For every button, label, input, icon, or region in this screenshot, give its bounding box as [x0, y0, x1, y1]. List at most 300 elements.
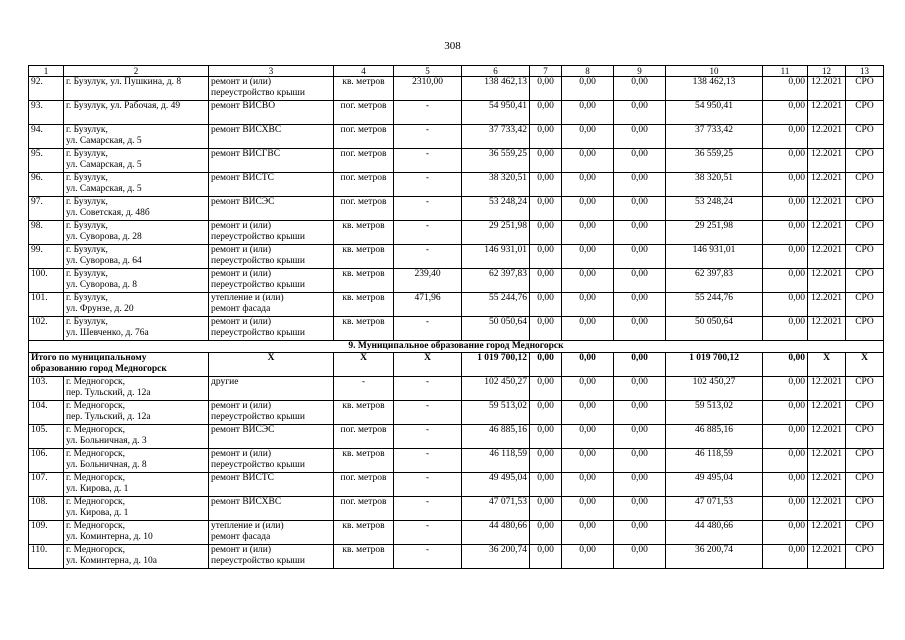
col-8: 0,00 — [562, 269, 614, 293]
address — [64, 245, 209, 269]
col-7: 0,00 — [530, 401, 562, 425]
work-type-line2: переустройство крыши — [211, 256, 305, 266]
col-10: 59 513,02 — [666, 401, 763, 425]
total-cost: 46 885,16 — [462, 425, 530, 449]
header-row — [29, 66, 884, 77]
col-7: 0,00 — [530, 545, 562, 569]
table-row — [29, 401, 884, 425]
col-10: 62 397,83 — [666, 269, 763, 293]
quantity: - — [394, 245, 462, 269]
quantity: - — [394, 317, 462, 341]
contractor-type: СРО — [846, 545, 884, 569]
total-col-5: Х — [394, 353, 462, 377]
quantity: 239,40 — [394, 269, 462, 293]
total-col-9: 0,00 — [614, 353, 666, 377]
contractor-type: СРО — [846, 197, 884, 221]
work-type-line1: ремонт ВИСТС — [211, 473, 275, 483]
col-10: 138 462,13 — [666, 77, 763, 101]
unit: кв. метров — [334, 221, 394, 245]
total-cost: 53 248,24 — [462, 197, 530, 221]
address — [64, 449, 209, 473]
work-type-line2: переустройство крыши — [211, 232, 305, 242]
total-cost: 38 320,51 — [462, 173, 530, 197]
unit: кв. метров — [334, 449, 394, 473]
col-8: 0,00 — [562, 317, 614, 341]
row-number: 98. — [29, 221, 64, 245]
work-type-line1: ремонт и (или) — [211, 221, 272, 231]
col-11: 0,00 — [763, 77, 808, 101]
contractor-type: СРО — [846, 149, 884, 173]
table-row — [29, 269, 884, 293]
work-type-line1: ремонт ВИСЭС — [211, 197, 275, 207]
col-9: 0,00 — [614, 221, 666, 245]
work-type-line1: ремонт и (или) — [211, 77, 272, 87]
address — [64, 497, 209, 521]
address — [64, 425, 209, 449]
work-type-line1: ремонт и (или) — [211, 545, 272, 555]
work-type-line2: переустройство крыши — [211, 88, 305, 98]
table-row — [29, 317, 884, 341]
row-number: 108. — [29, 497, 64, 521]
address-line1: г. Бузулук, — [66, 125, 108, 135]
col-11: 0,00 — [763, 173, 808, 197]
contractor-type: СРО — [846, 521, 884, 545]
total-cost: 36 200,74 — [462, 545, 530, 569]
total-cost: 62 397,83 — [462, 269, 530, 293]
column-header: 6 — [462, 66, 530, 77]
address-line2: ул. Самарская, д. 5 — [66, 136, 142, 146]
contractor-type: СРО — [846, 449, 884, 473]
row-number: 93. — [29, 101, 64, 125]
total-cost: 44 480,66 — [462, 521, 530, 545]
row-number: 99. — [29, 245, 64, 269]
work-type-line1: другие — [211, 377, 239, 387]
address — [64, 401, 209, 425]
row-number: 95. — [29, 149, 64, 173]
address-line1: г. Бузулук, ул. Рабочая, д. 49 — [66, 101, 181, 111]
column-header: 7 — [530, 66, 562, 77]
total-col-11: 0,00 — [763, 353, 808, 377]
col-11: 0,00 — [763, 317, 808, 341]
section-row — [29, 341, 884, 353]
address — [64, 149, 209, 173]
col-11: 0,00 — [763, 545, 808, 569]
work-type-line1: утепление и (или) — [211, 293, 284, 303]
quantity: - — [394, 497, 462, 521]
due-date: 12.2021 — [808, 149, 846, 173]
col-8: 0,00 — [562, 101, 614, 125]
total-cost: 54 950,41 — [462, 101, 530, 125]
col-9: 0,00 — [614, 101, 666, 125]
address-line1: г. Медногорск, — [66, 401, 126, 411]
col-8: 0,00 — [562, 473, 614, 497]
unit: кв. метров — [334, 269, 394, 293]
address-line1: г. Медногорск, — [66, 497, 126, 507]
section-title: 9. Муниципальное образование город Медногорск — [29, 341, 884, 353]
work-type-line1: ремонт ВИСХВС — [211, 497, 282, 507]
col-7: 0,00 — [530, 269, 562, 293]
work-type-line2: переустройство крыши — [211, 412, 305, 422]
col-7: 0,00 — [530, 173, 562, 197]
address-line1: г. Медногорск, — [66, 425, 126, 435]
address-line1: г. Бузулук, — [66, 245, 108, 255]
total-col-13: Х — [846, 353, 884, 377]
due-date: 12.2021 — [808, 473, 846, 497]
contractor-type: СРО — [846, 401, 884, 425]
column-header: 2 — [64, 66, 209, 77]
address — [64, 545, 209, 569]
col-7: 0,00 — [530, 497, 562, 521]
row-number: 103. — [29, 377, 64, 401]
quantity: - — [394, 197, 462, 221]
column-header: 10 — [666, 66, 763, 77]
work-type-line1: утепление и (или) — [211, 521, 284, 531]
total-cost: 36 559,25 — [462, 149, 530, 173]
total-col-8: 0,00 — [562, 353, 614, 377]
contractor-type: СРО — [846, 101, 884, 125]
total-cost: 138 462,13 — [462, 77, 530, 101]
due-date: 12.2021 — [808, 377, 846, 401]
unit: пог. метров — [334, 473, 394, 497]
table-row — [29, 497, 884, 521]
contractor-type: СРО — [846, 473, 884, 497]
col-7: 0,00 — [530, 377, 562, 401]
unit: пог. метров — [334, 425, 394, 449]
address-line2: ул. Советская, д. 48б — [66, 208, 150, 218]
work-type-line1: ремонт ВИСВО — [211, 101, 276, 111]
due-date: 12.2021 — [808, 245, 846, 269]
address-line1: г. Бузулук, — [66, 317, 108, 327]
col-11: 0,00 — [763, 473, 808, 497]
address — [64, 473, 209, 497]
work-type-line1: ремонт и (или) — [211, 245, 272, 255]
table-row — [29, 77, 884, 101]
address — [64, 77, 209, 101]
address-line2: ул. Больничная, д. 8 — [66, 460, 147, 470]
col-9: 0,00 — [614, 317, 666, 341]
contractor-type: СРО — [846, 317, 884, 341]
column-header: 3 — [209, 66, 334, 77]
unit: пог. метров — [334, 173, 394, 197]
unit: пог. метров — [334, 125, 394, 149]
column-header: 12 — [808, 66, 846, 77]
unit: кв. метров — [334, 401, 394, 425]
row-number: 94. — [29, 125, 64, 149]
col-10: 38 320,51 — [666, 173, 763, 197]
contractor-type: СРО — [846, 245, 884, 269]
work-type — [209, 149, 334, 173]
table-row — [29, 125, 884, 149]
page-number: 308 — [444, 40, 461, 52]
table-row — [29, 473, 884, 497]
quantity: - — [394, 473, 462, 497]
due-date: 12.2021 — [808, 173, 846, 197]
col-9: 0,00 — [614, 401, 666, 425]
col-9: 0,00 — [614, 125, 666, 149]
contractor-type: СРО — [846, 425, 884, 449]
address-line2: ул. Самарская, д. 5 — [66, 160, 142, 170]
col-10: 55 244,76 — [666, 293, 763, 317]
due-date: 12.2021 — [808, 497, 846, 521]
address-line1: г. Бузулук, — [66, 221, 108, 231]
work-type — [209, 521, 334, 545]
col-8: 0,00 — [562, 245, 614, 269]
quantity: - — [394, 173, 462, 197]
col-9: 0,00 — [614, 293, 666, 317]
address-line2: ул. Кирова, д. 1 — [66, 508, 129, 518]
address-line2: ул. Шевченко, д. 76а — [66, 328, 149, 338]
col-10: 29 251,98 — [666, 221, 763, 245]
col-11: 0,00 — [763, 293, 808, 317]
contractor-type: СРО — [846, 293, 884, 317]
total-cost: 102 450,27 — [462, 377, 530, 401]
col-9: 0,00 — [614, 269, 666, 293]
contractor-type: СРО — [846, 221, 884, 245]
total-col-3: Х — [209, 353, 334, 377]
row-number: 100. — [29, 269, 64, 293]
work-type — [209, 221, 334, 245]
col-10: 46 118,59 — [666, 449, 763, 473]
address-line1: г. Бузулук, — [66, 197, 108, 207]
work-type-line2: ремонт фасада — [211, 532, 271, 542]
row-number: 96. — [29, 173, 64, 197]
col-9: 0,00 — [614, 521, 666, 545]
total-cost: 49 495,04 — [462, 473, 530, 497]
col-10: 102 450,27 — [666, 377, 763, 401]
row-number: 104. — [29, 401, 64, 425]
quantity: - — [394, 101, 462, 125]
row-number: 105. — [29, 425, 64, 449]
total-cost: 29 251,98 — [462, 221, 530, 245]
contractor-type: СРО — [846, 497, 884, 521]
contractor-type: СРО — [846, 173, 884, 197]
work-type — [209, 449, 334, 473]
col-11: 0,00 — [763, 197, 808, 221]
work-type — [209, 269, 334, 293]
unit: пог. метров — [334, 197, 394, 221]
total-cost: 50 050,64 — [462, 317, 530, 341]
address-line1: г. Бузулук, — [66, 269, 108, 279]
col-7: 0,00 — [530, 293, 562, 317]
address — [64, 269, 209, 293]
work-type-line1: ремонт и (или) — [211, 401, 272, 411]
quantity: - — [394, 545, 462, 569]
col-11: 0,00 — [763, 449, 808, 473]
col-10: 53 248,24 — [666, 197, 763, 221]
work-type-line2: ремонт фасада — [211, 304, 271, 314]
contractor-type: СРО — [846, 125, 884, 149]
work-type-line2: переустройство крыши — [211, 460, 305, 470]
col-9: 0,00 — [614, 545, 666, 569]
col-9: 0,00 — [614, 149, 666, 173]
col-8: 0,00 — [562, 125, 614, 149]
address-line1: г. Медногорск, — [66, 521, 126, 531]
due-date: 12.2021 — [808, 521, 846, 545]
work-type-line1: ремонт и (или) — [211, 269, 272, 279]
table-row — [29, 293, 884, 317]
row-number: 109. — [29, 521, 64, 545]
work-type-line2: переустройство крыши — [211, 280, 305, 290]
work-type — [209, 125, 334, 149]
work-type — [209, 101, 334, 125]
due-date: 12.2021 — [808, 401, 846, 425]
contractor-type: СРО — [846, 77, 884, 101]
table-row — [29, 173, 884, 197]
table-row — [29, 377, 884, 401]
row-number: 106. — [29, 449, 64, 473]
address-line1: г. Медногорск, — [66, 449, 126, 459]
col-10: 47 071,53 — [666, 497, 763, 521]
work-type-line1: ремонт ВИСХВС — [211, 125, 282, 135]
due-date: 12.2021 — [808, 545, 846, 569]
address-line2: ул. Суворова, д. 64 — [66, 256, 142, 266]
quantity: 2310,00 — [394, 77, 462, 101]
col-8: 0,00 — [562, 521, 614, 545]
due-date: 12.2021 — [808, 449, 846, 473]
work-type-line2: переустройство крыши — [211, 328, 305, 338]
address-line2: ул. Коминтерна, д. 10 — [66, 532, 153, 542]
address-line1: г. Бузулук, ул. Пушкина, д. 8 — [66, 77, 182, 87]
address-line2: ул. Самарская, д. 5 — [66, 184, 142, 194]
column-header: 1 — [29, 66, 64, 77]
work-type — [209, 473, 334, 497]
col-11: 0,00 — [763, 401, 808, 425]
table-row — [29, 245, 884, 269]
column-header: 5 — [394, 66, 462, 77]
total-cost: 146 931,01 — [462, 245, 530, 269]
total-cost: 46 118,59 — [462, 449, 530, 473]
table-row — [29, 545, 884, 569]
address — [64, 317, 209, 341]
quantity: - — [394, 221, 462, 245]
col-11: 0,00 — [763, 101, 808, 125]
work-type — [209, 401, 334, 425]
total-row — [29, 353, 884, 377]
address — [64, 101, 209, 125]
col-7: 0,00 — [530, 521, 562, 545]
due-date: 12.2021 — [808, 197, 846, 221]
col-7: 0,00 — [530, 317, 562, 341]
quantity: - — [394, 401, 462, 425]
address-line1: г. Бузулук, — [66, 173, 108, 183]
col-7: 0,00 — [530, 425, 562, 449]
column-header: 11 — [763, 66, 808, 77]
col-11: 0,00 — [763, 221, 808, 245]
table-row — [29, 449, 884, 473]
col-9: 0,00 — [614, 197, 666, 221]
col-9: 0,00 — [614, 425, 666, 449]
address — [64, 377, 209, 401]
unit: пог. метров — [334, 101, 394, 125]
total-col-10: 1 019 700,12 — [666, 353, 763, 377]
work-type — [209, 317, 334, 341]
total-col-6: 1 019 700,12 — [462, 353, 530, 377]
address — [64, 293, 209, 317]
quantity: - — [394, 521, 462, 545]
due-date: 12.2021 — [808, 221, 846, 245]
row-number: 102. — [29, 317, 64, 341]
row-number: 107. — [29, 473, 64, 497]
work-type-line1: ремонт ВИСТС — [211, 173, 275, 183]
table-row — [29, 425, 884, 449]
col-8: 0,00 — [562, 77, 614, 101]
due-date: 12.2021 — [808, 425, 846, 449]
col-7: 0,00 — [530, 77, 562, 101]
col-7: 0,00 — [530, 473, 562, 497]
col-8: 0,00 — [562, 401, 614, 425]
col-10: 46 885,16 — [666, 425, 763, 449]
column-header: 13 — [846, 66, 884, 77]
unit: кв. метров — [334, 245, 394, 269]
col-8: 0,00 — [562, 197, 614, 221]
total-col-7: 0,00 — [530, 353, 562, 377]
work-type-line2: переустройство крыши — [211, 556, 305, 566]
work-type — [209, 245, 334, 269]
column-header: 8 — [562, 66, 614, 77]
col-8: 0,00 — [562, 221, 614, 245]
address-line2: ул. Больничная, д. 3 — [66, 436, 147, 446]
col-11: 0,00 — [763, 245, 808, 269]
address — [64, 221, 209, 245]
work-type — [209, 77, 334, 101]
col-9: 0,00 — [614, 497, 666, 521]
unit: пог. метров — [334, 149, 394, 173]
due-date: 12.2021 — [808, 101, 846, 125]
col-11: 0,00 — [763, 521, 808, 545]
col-9: 0,00 — [614, 245, 666, 269]
col-10: 50 050,64 — [666, 317, 763, 341]
address-line2: ул. Коминтерна, д. 10а — [66, 556, 157, 566]
col-11: 0,00 — [763, 149, 808, 173]
address-line1: г. Медногорск, — [66, 473, 126, 483]
quantity: - — [394, 125, 462, 149]
total-cost: 55 244,76 — [462, 293, 530, 317]
quantity: - — [394, 449, 462, 473]
total-label-line1: Итого по муниципальному — [31, 353, 147, 363]
total-col-12: Х — [808, 353, 846, 377]
col-7: 0,00 — [530, 245, 562, 269]
col-11: 0,00 — [763, 269, 808, 293]
total-col-4: Х — [334, 353, 394, 377]
col-10: 54 950,41 — [666, 101, 763, 125]
contractor-type: СРО — [846, 269, 884, 293]
col-8: 0,00 — [562, 425, 614, 449]
unit: - — [334, 377, 394, 401]
col-9: 0,00 — [614, 473, 666, 497]
work-type — [209, 293, 334, 317]
col-9: 0,00 — [614, 377, 666, 401]
col-8: 0,00 — [562, 449, 614, 473]
col-10: 37 733,42 — [666, 125, 763, 149]
address-line2: ул. Суворова, д. 28 — [66, 232, 142, 242]
work-type — [209, 425, 334, 449]
work-type — [209, 377, 334, 401]
col-11: 0,00 — [763, 497, 808, 521]
col-7: 0,00 — [530, 221, 562, 245]
col-8: 0,00 — [562, 545, 614, 569]
work-type-line1: ремонт ВИСГВС — [211, 149, 281, 159]
address-line2: ул. Кирова, д. 1 — [66, 484, 129, 494]
contractor-type: СРО — [846, 377, 884, 401]
works-table — [28, 65, 884, 569]
col-8: 0,00 — [562, 377, 614, 401]
col-11: 0,00 — [763, 125, 808, 149]
table-row — [29, 197, 884, 221]
address-line2: ул. Фрунзе, д. 20 — [66, 304, 134, 314]
col-7: 0,00 — [530, 101, 562, 125]
col-7: 0,00 — [530, 149, 562, 173]
address-line2: пер. Тульский, д. 12а — [66, 388, 151, 398]
